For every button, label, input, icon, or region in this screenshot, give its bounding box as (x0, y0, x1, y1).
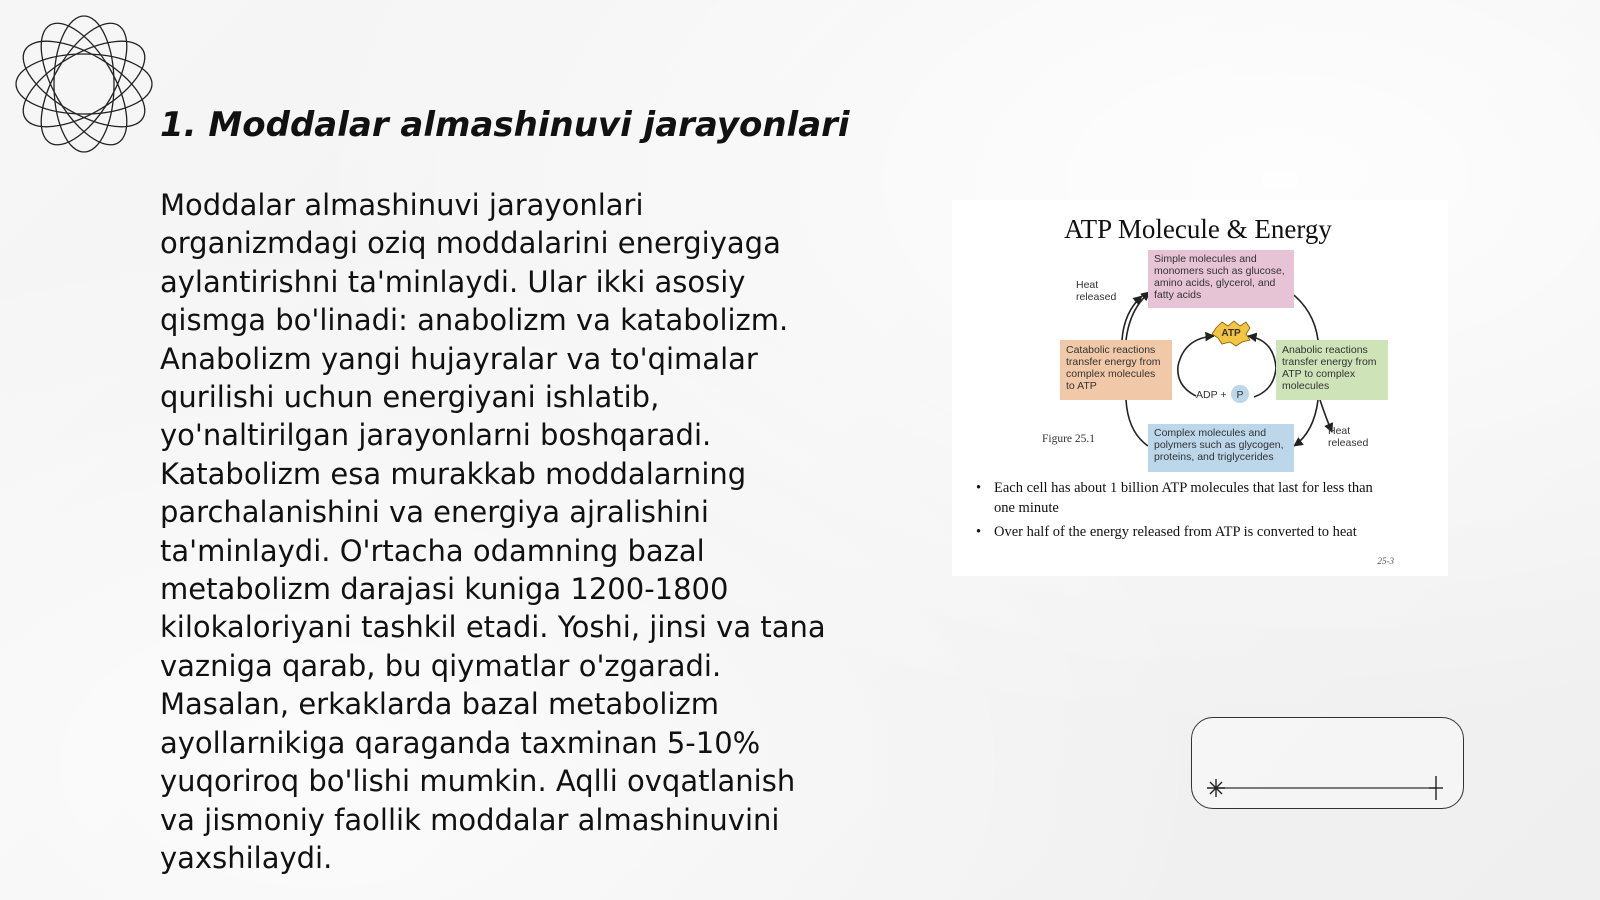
decorative-line-widget (1191, 717, 1464, 809)
orbit-logo-icon (10, 10, 158, 158)
bullet-1-text: Each cell has about 1 billion ATP molecules that last for less than one minute (994, 480, 1373, 516)
p-label: P (1236, 389, 1244, 401)
bottom-box-text: Complex molecules and polymers such as glycogen, proteins, and triglycerides (1154, 427, 1284, 463)
left-box-text: Catabolic reactions transfer energy from complex molecules to ATP (1066, 344, 1161, 392)
sparkle-icon (1207, 779, 1225, 797)
figure-bullets (976, 480, 1376, 540)
arc-top-right (1290, 292, 1318, 340)
arc-bottom-left (1126, 400, 1148, 446)
inner-arc-left (1178, 336, 1214, 396)
slide-body-text: Moddalar almashinuvi jarayonlari organizmdagi oziq moddalarini energiyaga aylantirishni ta'minlaydi. Ular ikki asosiy qismga bo'linadi: anabolizm va katabolizm. Anabolizm yangi hujayralar va to'qimalar qurilishi uchun energiyani ishlatib, yo'naltirilgan jarayonlarni boshqaradi. Katabolizm esa murakkab moddalarning parchalanishini va energiya ajralishini ta'minlaydi. O'rtacha odamning bazal metabolizm darajasi kuniga 1200-1800 kilokaloriyani tashkil etadi. Yoshi, jinsi va tana vazniga qarab, bu qiymatlar o'zgaradi. Masalan, erkaklarda bazal metabolizm ayollarnikiga qaraganda taxminan 5-10% yuqoriroq bo'lishi mumkin. Aqlli ovqatlanish va jismoniy faollik moddalar almashinuvini yaxshilaydi. (160, 188, 826, 875)
top-box-text: Simple molecules and monomers such as glucose, amino acids, glycerol, and fatty acids (1154, 253, 1285, 301)
bullet-2: • (976, 524, 982, 540)
atp-figure (952, 200, 1448, 576)
adp-label: ADP + (1196, 389, 1227, 401)
star-line-icon (1192, 718, 1465, 810)
right-box-text: Anabolic reactions transfer energy from ATP to complex molecules (1282, 344, 1377, 392)
heat-bottom-label: Heat released (1328, 425, 1369, 449)
bullet-2-text: Over half of the energy released from ATP is converted to heat (994, 524, 1357, 540)
inner-arc-right (1248, 336, 1276, 397)
atp-diagram (952, 200, 1448, 576)
figure-caption: Figure 25.1 (1042, 433, 1096, 445)
plus-marker-icon (1429, 776, 1443, 800)
arc-right-bottom (1294, 400, 1318, 446)
heat-top-label: Heat released (1076, 279, 1117, 303)
slide-title: 1. Moddalar almashinuvi jarayonlari (160, 105, 850, 145)
figure-page-number: 25-3 (1377, 556, 1394, 566)
figure-title: ATP Molecule & Energy (1064, 214, 1332, 244)
bullet-1: • (976, 480, 982, 496)
atp-label: ATP (1221, 328, 1241, 339)
